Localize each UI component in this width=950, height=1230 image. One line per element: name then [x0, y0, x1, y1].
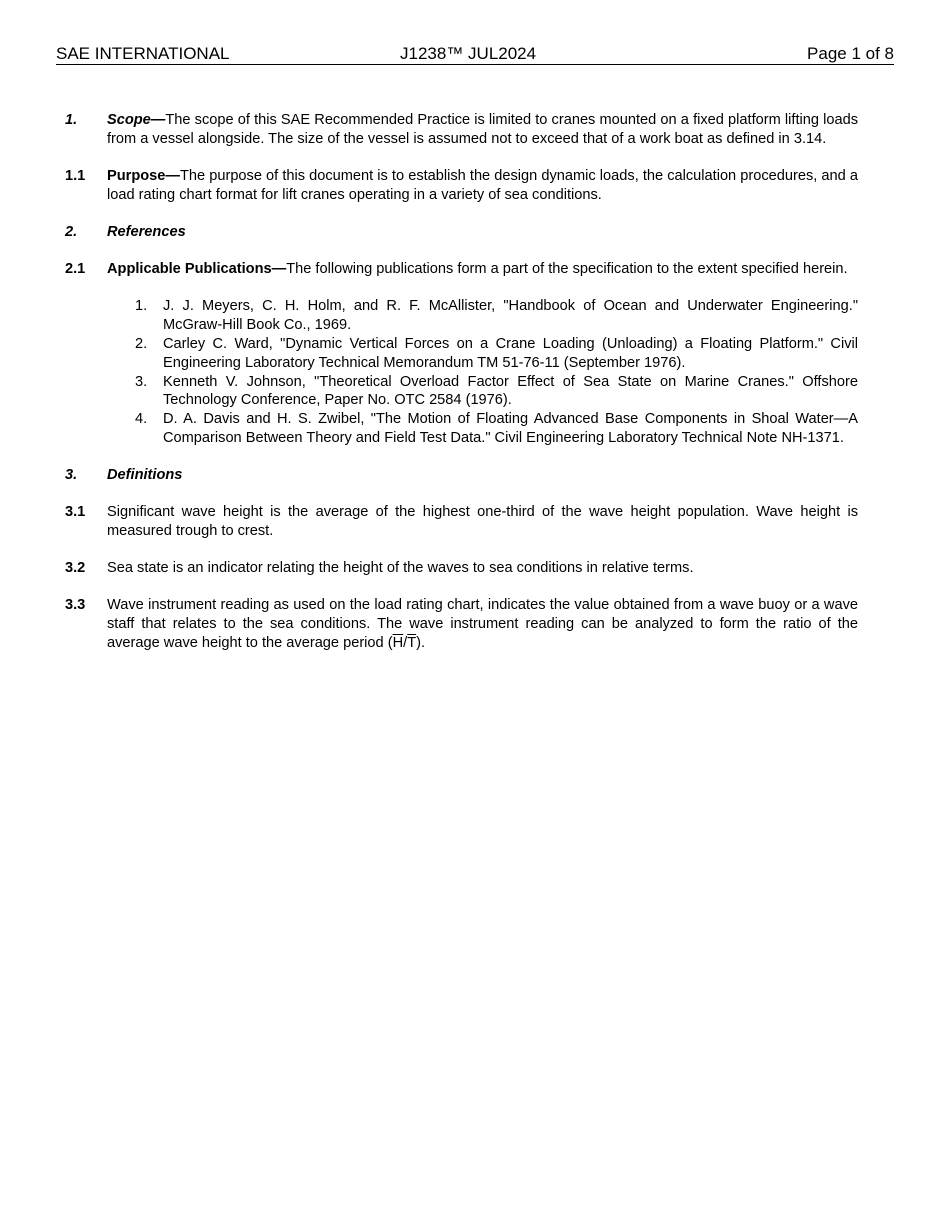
average-wave-height-symbol: $\overline{H}$ — [392, 635, 404, 652]
section-number: 3. — [65, 467, 78, 484]
section-text: The scope of this SAE Recommended Practice is limited to cranes mounted on a fixed platform lifting loads from a vessel alongside. The size of the vessel is assumed not to exceed that of a work boat as defined in 3.14. — [107, 112, 858, 147]
reference-item — [135, 335, 858, 373]
reference-text: Carley C. Ward, "Dynamic Vertical Forces on a Crane Loading (Unloading) a Floating Platform." Civil Engineering Laboratory Technical Memorandum TM 51-76-11 (September 1976). — [163, 335, 858, 371]
section-text: Significant wave height is the average of the highest one-third of the wave height population. Wave height is measured trough to crest. — [107, 504, 858, 540]
section-2-references — [65, 223, 858, 242]
page-header — [56, 44, 894, 65]
section-title: Definitions — [107, 467, 183, 484]
section-text: Sea state is an indicator relating the height of the waves to sea conditions in relative terms. — [107, 560, 694, 577]
header-organization: SAE INTERNATIONAL — [56, 44, 230, 63]
section-number: 1.1 — [65, 167, 86, 184]
header-page-number: Page 1 of 8 — [807, 44, 894, 63]
section-3-definitions — [65, 466, 858, 485]
document-body — [65, 111, 858, 671]
section-text: Wave instrument reading as used on the load rating chart, indicates the value obtained from a wave buoy or a wave staff that relates to the sea conditions. The wave instrument reading can be analyzed to form the ratio of the average wave height to the average period ( — [107, 597, 858, 652]
section-number: 3.2 — [65, 560, 86, 577]
section-number: 3.1 — [65, 504, 86, 521]
section-3-2-sea-state — [65, 559, 858, 578]
section-title: Scope— — [107, 112, 166, 128]
section-number: 1. — [65, 112, 78, 128]
header-document-id: J1238™ JUL2024 — [400, 44, 537, 63]
section-number: 3.3 — [65, 597, 86, 614]
reference-number: 4. — [135, 411, 148, 428]
reference-item — [135, 373, 858, 411]
section-text: The purpose of this document is to establish the design dynamic loads, the calculation procedures, and a load rating chart format for lift cranes operating in a variety of sea conditions. — [107, 167, 858, 203]
reference-text: J. J. Meyers, C. H. Holm, and R. F. McAllister, "Handbook of Ocean and Underwater Engineering." McGraw-Hill Book Co., 1969. — [163, 298, 858, 334]
reference-number: 1. — [135, 298, 148, 315]
section-text: The following publications form a part of the specification to the extent specified herein. — [286, 261, 848, 278]
reference-item — [135, 410, 858, 448]
reference-text: D. A. Davis and H. S. Zwibel, "The Motion of Floating Advanced Base Components in Shoal Water—A Comparison Between Theory and Field Test Data." Civil Engineering Laboratory Technical Note NH-1371. — [163, 411, 858, 446]
ratio-slash: / — [403, 635, 408, 652]
section-title: Purpose— — [107, 167, 180, 184]
section-title: Applicable Publications— — [107, 261, 287, 278]
reference-item — [135, 297, 858, 335]
section-title: References — [107, 223, 186, 240]
section-1-1-purpose — [65, 167, 858, 205]
reference-text: Kenneth V. Johnson, "Theoretical Overload Factor Effect of Sea State on Marine Cranes." Offshore Technology Conference, Paper No. OTC 2584 (1976). — [163, 373, 858, 409]
reference-number: 3. — [135, 373, 148, 390]
reference-number: 2. — [135, 335, 148, 352]
reference-list — [65, 297, 858, 447]
section-3-3-wave-instrument-reading — [65, 596, 858, 652]
section-1-scope — [65, 111, 858, 149]
section-3-1-significant-wave-height — [65, 503, 858, 541]
average-period-symbol: $\overline{T}$ — [407, 635, 417, 652]
section-2-1-applicable-publications — [65, 260, 858, 279]
section-number: 2. — [65, 223, 78, 240]
section-number: 2.1 — [65, 261, 86, 278]
section-text-end: ). — [416, 635, 426, 652]
